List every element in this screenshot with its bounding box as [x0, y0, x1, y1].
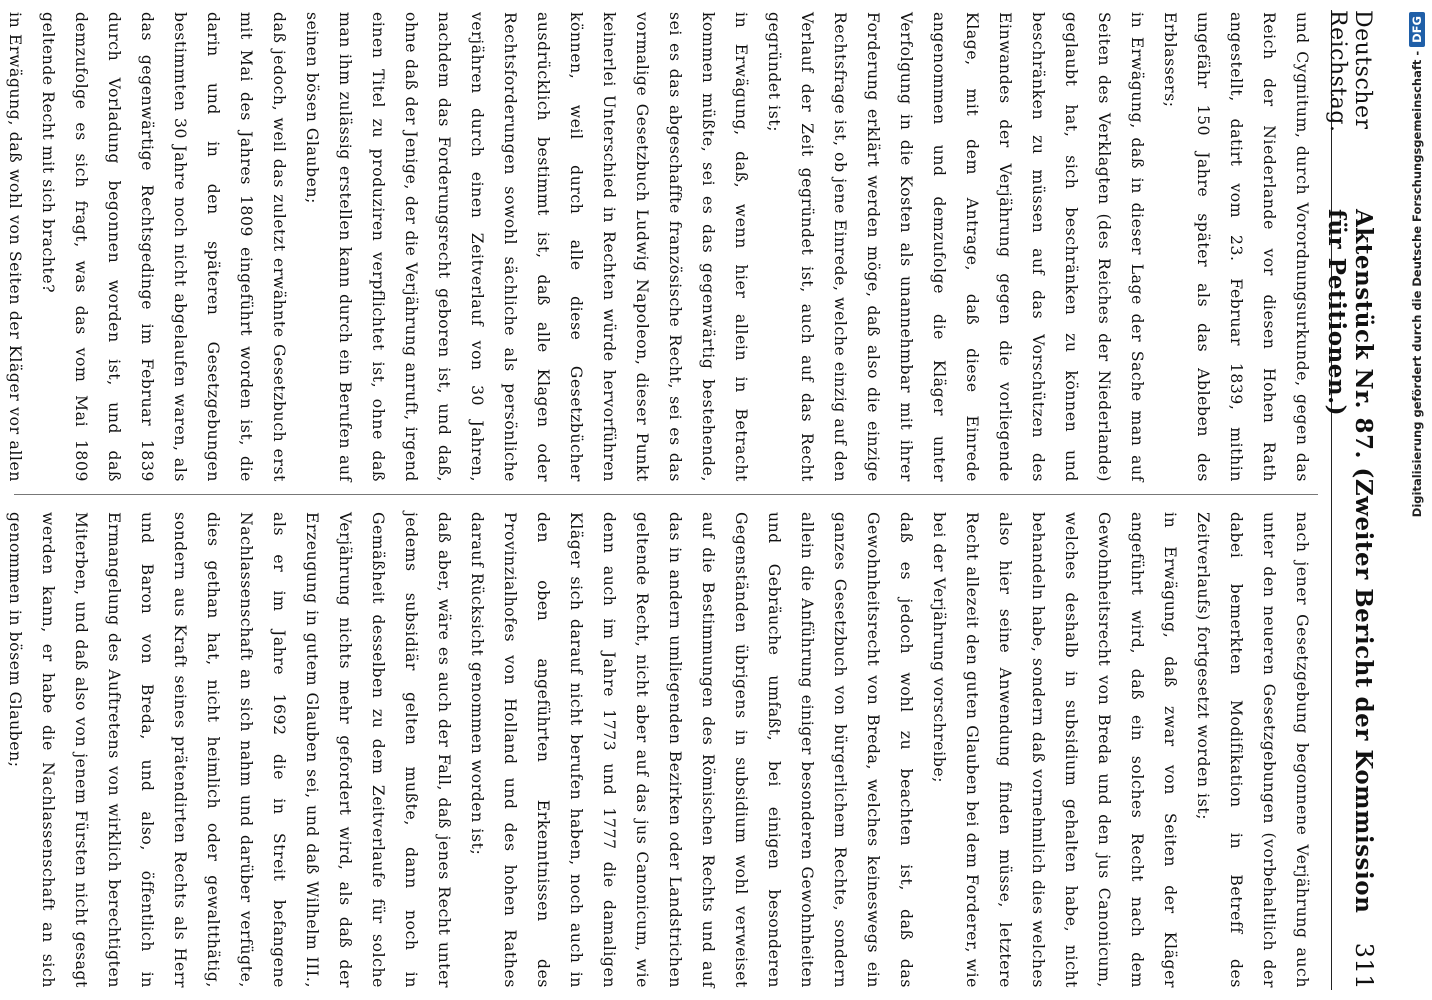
- header-left: Deutscher Reichstag.: [1325, 10, 1375, 133]
- digitization-credit: [1406, 0, 1428, 1000]
- page-number: 311: [1350, 942, 1378, 990]
- column-divider: [14, 494, 1318, 495]
- header-title: Aktenstück Nr. 87. (Zweiter Bericht der Kommission für Petitionen.): [1323, 208, 1377, 914]
- text-column-right: nach jener Gesetzgebung begonnene Verjährung auch unter den neueren Gesetzgebungen (vorbehaltlich der dabei bemerkten Modifikation in Betreff des Zeitverlaufs) fortgesetzt worden ist; in Erwägung, daß zwar von Seiten der Kläger angeführt wird, daß ein solches Recht nach dem Gewohnheitsrecht von Breda und den jus Canonicum, welches deshalb in subsidium gehalten habe, nicht behandeln habe, sondern daß vornehmlich dies welches also hier seine Anwendung finden müsse, letztere Recht allezeit den guten Glauben bei dem Forderer, wie bei der Verjährung vorschreibe; daß es jedoch wohl zu beachten ist, daß das Gewohnheitsrecht von Breda, welches keineswegs ein ganzes Gesetzbuch von bürgerlichem Rechte, sondern allein die Anführung einiger besonderen Gewohnheiten und Gebräuche umfaßt, bei einigen besonderen Gegenständen übrigens in subsidium wohl verweiset auf die Bestimmungen des Römischen Rechts und auf das in andern umliegenden Bezirken oder Landstrichen geltende Recht, nicht aber auf das jus Canonicum, wie denn auch im Jahre 1773 und 1777 die damaligen Kläger sich darauf nicht berufen haben, noch auch in den oben angeführten Erkenntnissen des Provinzialhofes von Holland und des hohen Rathes darauf Rücksicht genommen worden ist; daß aber, wäre es auch der Fall, daß jenes Recht unter jedems subsidiär gelten mußte, dann noch in Gemäßheit desselben zu dem Zeitverlaufe für solche Verjährung nichts mehr gefordert wird, als daß der Erzeugung in gutem Glauben sei, und daß Wilhelm III., als er im Jahre 1692 die in Streit befangene Nachlassenschaft an sich nahm und darüber verfügte, dies gethan hat, nicht heimlich oder gewaltthätig, sondern aus Kraft seines prätendirten Rechts als Herr und Baron von Breda, und also, öffentlich in Ermangelung des Auftretens von wirklich berechtigten Miterben, und daß also von jenem Fürsten nicht gesagt werden kann, er habe die Nachlassenschaft an sich genommen in bösem Glauben;: [6, 512, 1311, 988]
- credit-text: Digitalisierung gefördert durch die Deutsche Forschungsgemeinschaft -: [1410, 50, 1424, 518]
- running-header: [1323, 10, 1378, 990]
- dfg-logo: DFG: [1409, 12, 1425, 47]
- text-column-left: und Cygnitum, durch Vorordnungsurkunde, gegen das Reich der Niederlande vor diesen Hohen Rath angestellt, datirt vom 23. Februar 1839, mithin ungefähr 150 Jahre später als das Ableben des Erblassers; in Erwägung, daß in dieser Lage der Sache man auf Seiten des Verklagten (des Reiches der Niederlande) geglaubt hat, sich beschränken zu können und beschränken zu müssen auf das Vorschützen des Einwandes der Verjährung gegen die vorliegende Klage, mit dem Antrage, daß diese Einrede angenommen und demzufolge die Kläger unter Verfolgung in die Kosten als unannehmbar mit ihrer Forderung erklärt werden möge, daß also die einzige Rechtsfrage ist, ob jene Einrede, welche einzig auf den Verlauf der Zeit gegründet ist, auch auf das Recht gegründet ist; in Erwägung, daß, wenn hier allein in Betracht kommen müßte, sei es das gegenwärtig bestehende, sei es das abgeschaffte französische Recht, sei es das vormalige Gesetzbuch Ludwig Napoleon, dieser Punkt keinerlei Unterschied in Rechten würde hervorführen können, weil durch alle diese Gesetzbücher ausdrücklich bestimmt ist, daß alle Klagen oder Rechtsforderungen sowohl sächliche als persönliche verjähren durch einen Zeitverlauf von 30 Jahren, nachdem das Forderungsrecht geboren ist, und daß, ohne daß der Jenige, der die Verjährung anruft, irgend einen Titel zu produziren verpflichtet ist, ohne daß man ihm zulässig erstellen kann durch ein Berufen auf seinen bösen Glauben; daß jedoch, weil das zuletzt erwähnte Gesetzbuch erst mit Mai des Jahres 1809 eingeführt worden ist, die darin und in den späteren Gesetzgebungen bestimmten 30 Jahre noch nicht abgelaufen waren, als das gegenwärtige Rechtsgedinge im Februar 1839 durch Vorladung begonnen worden ist, und daß demzufolge es sich fragt, was das vom Mai 1809 geltende Recht mit sich brachte? in Erwägung, daß wohl von Seiten der Kläger vor allen: [6, 12, 1311, 482]
